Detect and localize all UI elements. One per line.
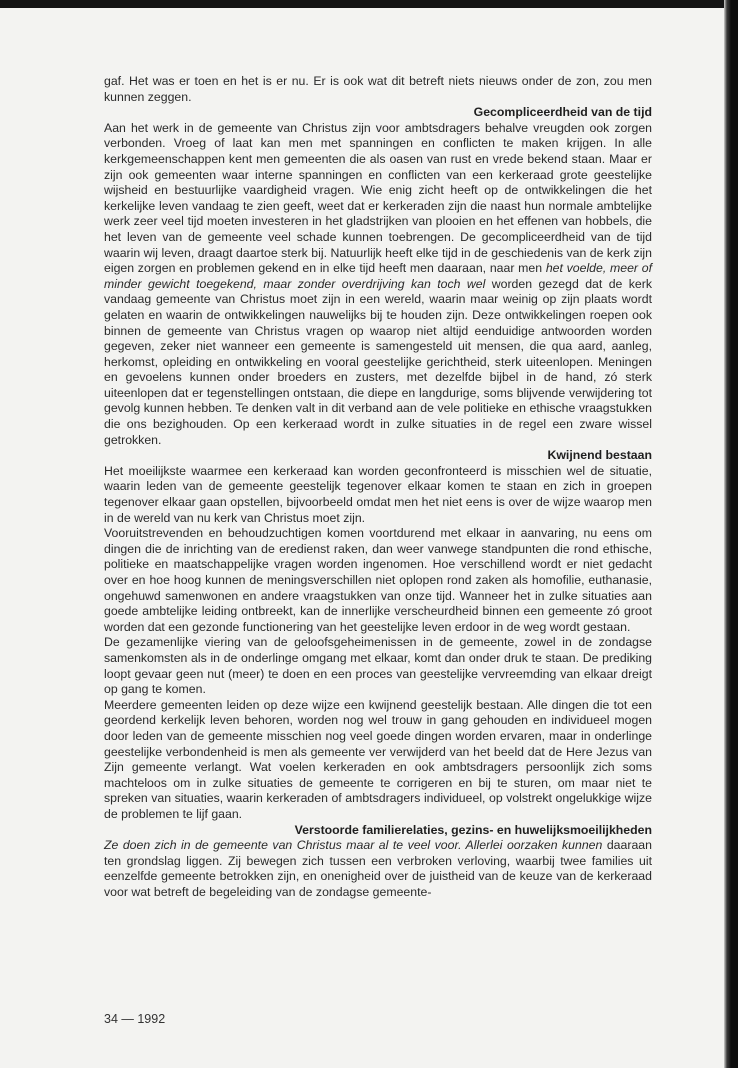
scan-top-edge [0,0,738,8]
paragraph-kwijnend-3: De gezamenlijke viering van de geloofsgeheimenissen in de gemeente, zowel in de zondagse samenkomsten als in de onderlinge omgang met elkaar, komt dan onder druk te staan. De prediking loopt gevaar geen nut (meer) te doen en een proces van geestelijke vervreemding van elkaar dreigt op gang te komen. [104,635,652,697]
intro-paragraph: gaf. Het was er toen en het is er nu. Er is ook wat dit betreft niets nieuws onder de zon, zou men kunnen zeggen. [104,74,652,104]
paragraph-kwijnend-2: Vooruitstrevenden en behoudzuchtigen komen voortdurend met elkaar in aanvaring, nu eens om dingen die de inrichting van de eredienst raken, dan weer vanwege standpunten die rond ethische, politieke en maatschappelijke vragen worden ingenomen. Hoe verschillend wordt er niet gedacht over en hoe hoog kunnen de meningsverschillen niet oplopen rond zaken als homofilie, euthanasie, ongehuwd samenwonen en andere vraagstukken van onze tijd. Wanneer het in zulke situaties aan goede ambtelijke leiding ontbreekt, kan de innerlijke verscheurdheid binnen een gemeente zó groot worden dat een gezonde functionering van het geestelijke leven erdoor in de weg wordt gestaan. [104,526,652,634]
scan-right-edge [724,0,738,1068]
page-number: 34 — 1992 [104,1012,166,1026]
heading-gecompliceerdheid: Gecompliceerdheid van de tijd [473,105,652,120]
heading-kwijnend-bestaan: Kwijnend bestaan [547,448,652,463]
heading-verstoorde-familierelaties: Verstoorde familierelaties, gezins- en huwelijksmoeilijkheden [294,822,652,837]
paragraph-kwijnend-4: Meerdere gemeenten leiden op deze wijze een kwijnend geestelijk bestaan. Alle dingen die tot een geordend kerkelijk leven behoren, worden nog wel trouw in gang gehouden en individueel mogen door leden van de gemeente misschien nog veel goede dingen worden ervaren, maar in onderlinge geestelijke verbondenheid is men als gemeente ver verwijderd van het beeld dat de Here Jezus van Zijn gemeente verlangt. Wat voelen kerkeraden en ook ambtsdragers persoonlijk zich soms machteloos om in zulke situaties de gemeente te corrigeren en bij te sturen, om maar niet te spreken van situaties, waarin kerkeraden of ambtsdragers individueel, op volstrekt ongelukkige wijze de problemen te lijf gaan. [104,697,652,821]
italic-phrase: Ze doen zich in de gemeente van Christus maar al te veel voor. Allerlei oorzaken kunnen [104,838,603,853]
italic-phrase: het voelde, meer of minder gewicht toegekend, maar zonder overdrijving kan toch wel [104,261,652,291]
paragraph-text: Aan het werk in de gemeente van Christus zijn voor ambtsdragers behalve vreugden ook zorgen verbonden. Vroeg of laat kan men met spanningen en conflicten te maken krijgen. In alle kerkgemeenschappen kent men gemeenten die als oasen van rust en vrede bekend staan. Maar er zijn ook gemeenten waar interne spanningen en conflicten van een kerkeraad grote geestelijke wijsheid en bestuurlijke vaardigheid vragen. Wie enig zicht heeft op de ontwikkelingen die het kerkelijke leven vandaag te zien geeft, weet dat er kerkeraden zijn die naast hun normale ambtelijke werk zeer veel tijd moeten investeren in het gladstrijken van plooien en het effenen van hobbels, die het leven van de gemeente veel schade kunnen toebrengen. De gecompliceerdheid van de tijd waarin wij leven, draagt daartoe sterk bij. Natuurlijk heeft elke tijd in de geschiedenis van de kerk zijn eigen zorgen en problemen gekend en in elke tijd heeft men daaraan, naar men [104,120,652,276]
article-body [104,74,652,900]
paragraph-text: daaraan ten grondslag liggen. Zij bewegen zich tussen een verbroken verloving, waarbij twee families uit eenzelfde gemeente betrokken zijn, en onenigheid over de juistheid van de keuze van de kerkeraad voor wat betreft de begeleiding van de zondagse gemeente- [104,838,652,899]
paragraph-text: worden gezegd dat de kerk vandaag gemeente van Christus moet zijn in een wereld, waarin maar weinig op zijn plaats wordt gelaten en waarin de ontwikkelingen nauwelijks bij te houden zijn. Deze ontwikkelingen roepen ook binnen de gemeente van Christus vragen op waarop niet altijd eenduidige antwoorden worden gegeven, zeker niet wanneer een gemeente is samengesteld uit mensen, die qua aard, aanleg, herkomst, opleiding en ontwikkeling en vooral geestelijke gerichtheid, sterk uiteenlopen. Meningen en gevoelens kunnen onder broeders en zusters, met dezelfde bijbel in de hand, zó sterk uiteenlopen dat er tegenstellingen ontstaan, die diepe en langdurige, soms blijvende verwijdering tot gevolg kunnen hebben. Te denken valt in dit verband aan de vele politieke en ethische vraagstukken die ons bezighouden. Op een kerkeraad wordt in zulke situaties in de regel een zware wissel getrokken. [104,276,653,447]
paragraph-gecompliceerdheid [104,121,652,448]
paragraph-verstoorde [104,838,652,900]
paragraph-kwijnend-1: Het moeilijkste waarmee een kerkeraad kan worden geconfronteerd is misschien wel de situatie, waarin leden van de gemeente geestelijk tegenover elkaar komen te staan en zich in groepen tegenover elkaar gaan opstellen, bijvoorbeeld omdat men het niet eens is over de wijze waarop men in de wereld van nu kerk van Christus moet zijn. [104,463,652,525]
